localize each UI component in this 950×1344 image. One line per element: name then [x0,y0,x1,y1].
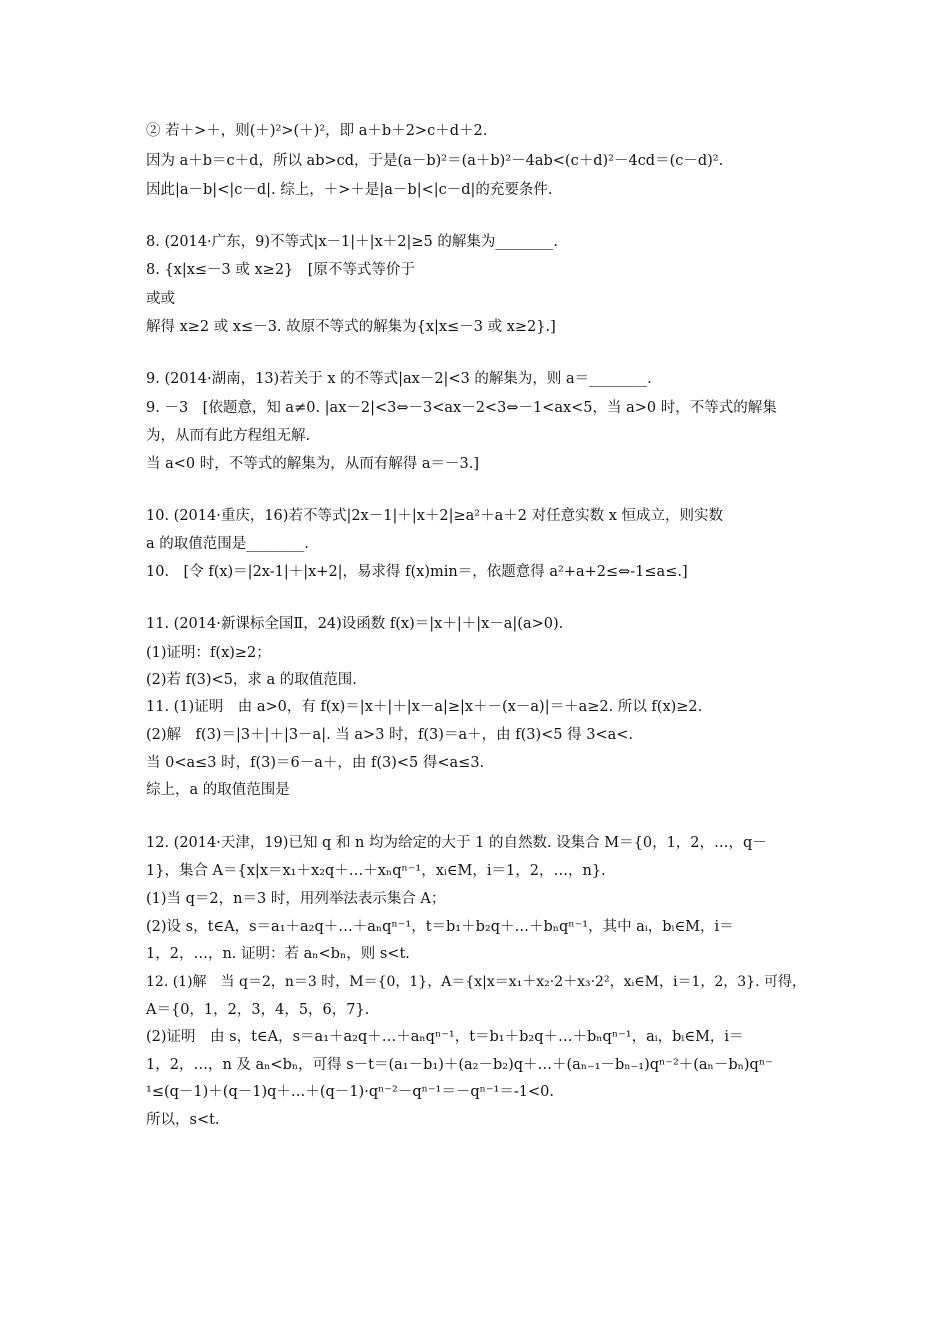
text-line: 1，2，…，n 及 aₙ<bₙ，可得 s－t＝(a₁－b₁)＋(a₂－b₂)q＋…＋(aₙ₋₁－bₙ₋₁)qⁿ⁻²＋(aₙ－bₙ)qⁿ⁻ [146,1057,773,1073]
text-line: A＝{0，1，2，3，4，5，6，7}. [146,1002,370,1018]
text-line: a 的取值范围是________. [146,536,309,552]
text-line: 因此|a－b|<|c－d|. 综上，＋>＋是|a－b|<|c－d|的充要条件. [146,182,553,198]
text-line: (2)设 s，t∈A，s＝a₁＋a₂q＋…＋aₙqⁿ⁻¹，t＝b₁＋b₂q＋…＋bₙqⁿ⁻¹，其中 aᵢ，bᵢ∈M，i＝ [146,919,734,935]
question-12: 12. (2014·天津，19)已知 q 和 n 均为给定的大于 1 的自然数. 设集合 M＝{0，1，2，…，q－ [146,835,767,851]
text-line: (2)若 f(3)<5，求 a 的取值范围. [146,672,357,688]
text-line: 当 a<0 时，不等式的解集为，从而有解得 a＝－3.] [146,456,479,472]
text-line: 或或 [146,291,175,307]
text-line: 为，从而有此方程组无解. [146,428,311,444]
question-8: 8. (2014·广东，9)不等式|x－1|＋|x＋2|≥5 的解集为________. [146,234,558,250]
text-line: 综上，a 的取值范围是 [146,782,290,798]
answer-10: 10. [令 f(x)＝|2x-1|＋|x+2|，易求得 f(x)min＝，依题意得 a²+a+2≤⇔-1≤a≤.] [146,564,688,580]
question-9: 9. (2014·湖南，13)若关于 x 的不等式|ax－2|<3 的解集为，则 a＝________. [146,371,652,387]
question-10: 10. (2014·重庆，16)若不等式|2x－1|＋|x＋2|≥a²＋a＋2 对任意实数 x 恒成立，则实数 [146,508,723,524]
answer-8: 8. {x|x≤－3 或 x≥2} [原不等式等价于 [146,262,415,278]
text-line: (2)证明 由 s，t∈A，s＝a₁＋a₂q＋…＋aₙqⁿ⁻¹，t＝b₁＋b₂q＋…＋bₙqⁿ⁻¹，aᵢ，bᵢ∈M，i＝ [146,1029,744,1045]
text-line: 1}，集合 A＝{x|x＝x₁＋x₂q＋…＋xₙqⁿ⁻¹，xᵢ∈M，i＝1，2，…，n}. [146,863,606,879]
text-line: ② 若＋>＋，则(＋)²>(＋)²，即 a＋b＋2>c＋d＋2. [146,123,488,139]
text-line: (1)证明：f(x)≥2； [146,645,271,661]
text-line: 所以，s<t. [146,1112,220,1128]
text-line: 当 0<a≤3 时，f(3)＝6－a＋，由 f(3)<5 得<a≤3. [146,755,485,771]
question-11: 11. (2014·新课标全国Ⅱ，24)设函数 f(x)＝|x＋|＋|x－a|(a>0). [146,616,564,632]
text-line: 解得 x≥2 或 x≤－3. 故原不等式的解集为{x|x≤－3 或 x≥2}.] [146,319,556,335]
text-line: 1，2，…，n. 证明：若 aₙ<bₙ，则 s<t. [146,946,410,962]
answer-9: 9. －3 [依题意，知 a≠0. |ax－2|<3⇔－3<ax－2<3⇔－1<ax<5，当 a>0 时，不等式的解集 [146,400,777,416]
text-line: ¹≤(q－1)＋(q－1)q＋…＋(q－1)·qⁿ⁻²－qⁿ⁻¹＝－qⁿ⁻¹＝-1<0. [146,1084,554,1100]
answer-11: 11. (1)证明 由 a>0，有 f(x)＝|x＋|＋|x－a|≥|x＋－(x－a)|＝＋a≥2. 所以 f(x)≥2. [146,699,703,715]
answer-12: 12. (1)解 当 q＝2，n＝3 时，M＝{0，1}，A＝{x|x＝x₁＋x₂·2＋x₃·2²，xᵢ∈M，i＝1，2，3}. 可得， [146,974,806,990]
text-line: (2)解 f(3)＝|3＋|＋|3－a|. 当 a>3 时，f(3)＝a＋，由 f(3)<5 得 3<a<. [146,727,633,743]
text-line: 因为 a＋b＝c＋d，所以 ab>cd，于是(a－b)²＝(a＋b)²－4ab<(c＋d)²－4cd＝(c－d)². [146,153,724,169]
text-line: (1)当 q＝2，n＝3 时，用列举法表示集合 A； [146,891,446,907]
